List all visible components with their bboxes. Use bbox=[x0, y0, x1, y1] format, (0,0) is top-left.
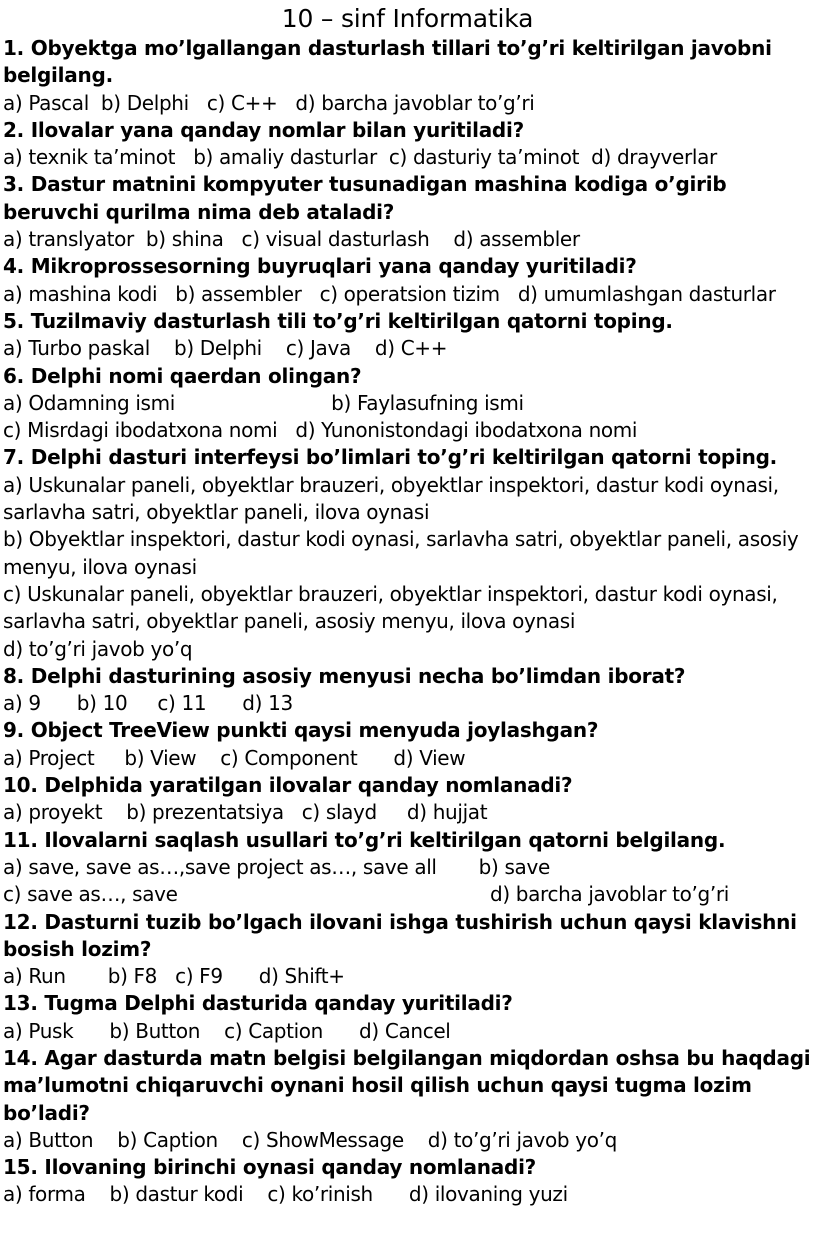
question-text: 2. Ilovalar yana qanday nomlar bilan yuritiladi? bbox=[3, 117, 524, 142]
answer-options: a) Button b) Caption c) ShowMessage d) to’g’ri javob yo’q bbox=[3, 1127, 618, 1152]
answer-option-a: a) Uskunalar paneli, obyektlar brauzeri, obyektlar inspektori, dastur kodi oynasi, sarlavha satri, obyektlar paneli, ilova oynasi bbox=[3, 472, 779, 525]
question-13 bbox=[3, 990, 812, 1045]
question-text: 11. Ilovalarni saqlash usullari to’g’ri keltirilgan qatorni belgilang. bbox=[3, 827, 726, 852]
question-9 bbox=[3, 717, 812, 772]
answer-options: a) 9 b) 10 c) 11 d) 13 bbox=[3, 691, 293, 716]
question-text: 13. Tugma Delphi dasturida qanday yuritiladi? bbox=[3, 991, 513, 1016]
question-2 bbox=[3, 117, 812, 172]
page-title: 10 – sinf Informatika bbox=[281, 4, 534, 33]
question-8 bbox=[3, 663, 812, 718]
question-5 bbox=[3, 308, 812, 363]
answer-options: a) proyekt b) prezentatsiya c) slayd d) hujjat bbox=[3, 800, 488, 825]
answer-options: a) forma b) dastur kodi c) ko’rinish d) ilovaning yuzi bbox=[3, 1182, 568, 1207]
answer-options: a) Odamning ismi b) Faylasufning ismi bbox=[3, 390, 524, 415]
answer-options: a) Turbo paskal b) Delphi c) Java d) C++ bbox=[3, 336, 448, 361]
question-15 bbox=[3, 1154, 812, 1209]
question-11 bbox=[3, 827, 812, 909]
answer-options: a) Pusk b) Button c) Caption d) Cancel bbox=[3, 1018, 451, 1043]
answer-options: a) save, save as…,save project as…, save all b) save bbox=[3, 854, 550, 879]
question-10 bbox=[3, 772, 812, 827]
question-text: 4. Mikroprossesorning buyruqlari yana qanday yuritiladi? bbox=[3, 254, 637, 279]
question-text: 1. Obyektga mo’lgallangan dasturlash tillari to’g’ri keltirilgan javobni belgilang. bbox=[3, 36, 772, 88]
question-text: 14. Agar dasturda matn belgisi belgilangan miqdordan oshsa bu haqdagi ma’lumotni chiqaruvchi oynani hosil qilish uchun qaysi tugma lozim bo’ladi? bbox=[3, 1045, 811, 1125]
question-14 bbox=[3, 1045, 812, 1154]
answer-options: a) translyator b) shina c) visual dasturlash d) assembler bbox=[3, 227, 580, 252]
answer-options: a) mashina kodi b) assembler c) operatsion tizim d) umumlashgan dasturlar bbox=[3, 281, 776, 306]
question-text: 10. Delphida yaratilgan ilovalar qanday nomlanadi? bbox=[3, 773, 573, 798]
answer-options: a) texnik ta’minot b) amaliy dasturlar c) dasturiy ta’minot d) drayverlar bbox=[3, 145, 717, 170]
answer-option-b: b) Obyektlar inspektori, dastur kodi oynasi, sarlavha satri, obyektlar paneli, asosiy menyu, ilova oynasi bbox=[3, 527, 799, 579]
question-4 bbox=[3, 253, 812, 308]
question-7 bbox=[3, 444, 812, 662]
answer-option-c: c) Uskunalar paneli, obyektlar brauzeri, obyektlar inspektori, dastur kodi oynasi, sarlavha satri, obyektlar paneli, asosiy menyu, ilova oynasi bbox=[3, 581, 778, 634]
question-1 bbox=[3, 35, 812, 117]
answer-options: a) Project b) View c) Component d) View bbox=[3, 745, 466, 770]
question-text: 7. Delphi dasturi interfeysi bo’limlari to’g’ri keltirilgan qatorni toping. bbox=[3, 445, 778, 470]
question-3 bbox=[3, 171, 812, 253]
answer-options: a) Run b) F8 c) F9 d) Shift+ bbox=[3, 964, 345, 989]
question-text: 5. Tuzilmaviy dasturlash tili to’g’ri keltirilgan qatorni toping. bbox=[3, 308, 673, 333]
answer-option-d: d) to’g’ri javob yo’q bbox=[3, 636, 193, 661]
question-6 bbox=[3, 363, 812, 445]
answer-options: a) Pascal b) Delphi c) C++ d) barcha javoblar to’g’ri bbox=[3, 90, 535, 115]
question-12 bbox=[3, 909, 812, 991]
question-text: 6. Delphi nomi qaerdan olingan? bbox=[3, 363, 362, 388]
question-text: 9. Object TreeView punkti qaysi menyuda joylashgan? bbox=[3, 718, 599, 743]
question-text: 3. Dastur matnini kompyuter tusunadigan mashina kodiga o’girib beruvchi qurilma nima deb ataladi? bbox=[3, 172, 727, 224]
question-text: 12. Dasturni tuzib bo’lgach ilovani ishga tushirish uchun qaysi klavishni bosish lozim? bbox=[3, 909, 797, 961]
answer-options: c) save as…, save d) barcha javoblar to’g’ri bbox=[3, 882, 729, 907]
question-text: 8. Delphi dasturining asosiy menyusi necha bo’limdan iborat? bbox=[3, 663, 686, 688]
question-text: 15. Ilovaning birinchi oynasi qanday nomlanadi? bbox=[3, 1155, 537, 1180]
answer-options: c) Misrdagi ibodatxona nomi d) Yunonistondagi ibodatxona nomi bbox=[3, 418, 638, 443]
